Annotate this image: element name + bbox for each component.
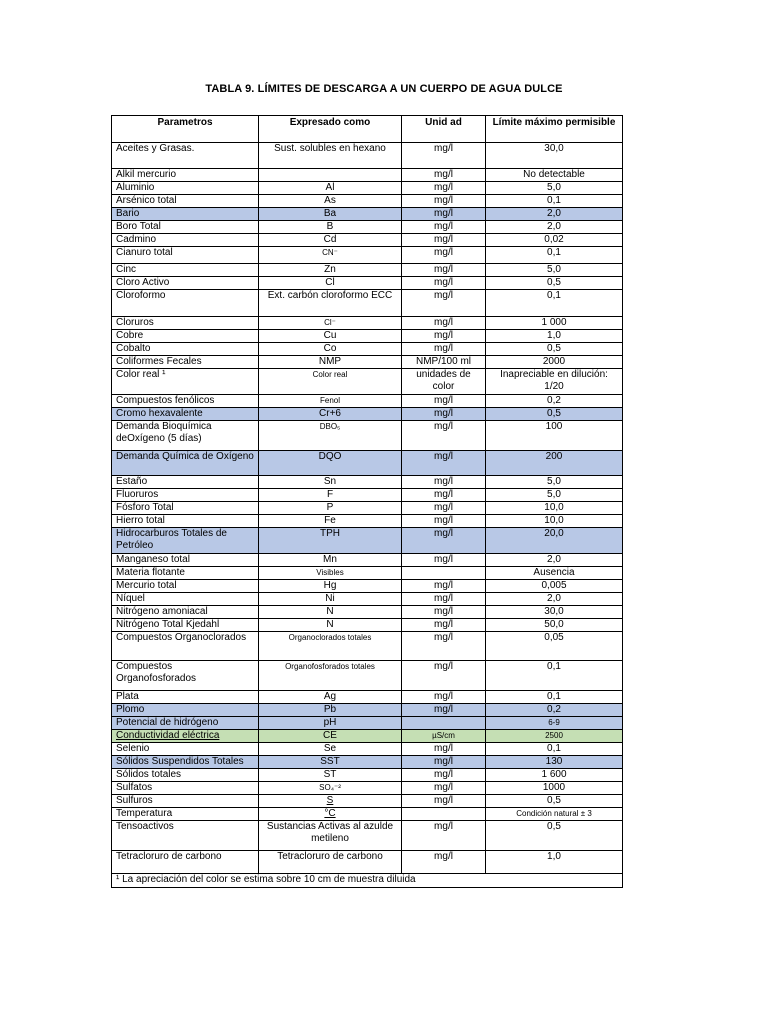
row-parametro: Color real ¹ [112, 369, 259, 395]
row-parametro: Boro Total [112, 221, 259, 234]
table-row [112, 221, 623, 234]
table-row [112, 264, 623, 277]
table-body [112, 143, 623, 874]
row-limite: 130 [486, 756, 623, 769]
discharge-limits-table [111, 115, 623, 888]
table-row [112, 208, 623, 221]
row-expresado: Hg [259, 580, 402, 593]
row-parametro: Conductividad eléctrica [112, 730, 259, 743]
row-parametro: Fluoruros [112, 489, 259, 502]
row-unidad: mg/l [402, 290, 486, 317]
table-row [112, 182, 623, 195]
row-expresado: P [259, 502, 402, 515]
row-expresado: N [259, 606, 402, 619]
row-parametro: Hierro total [112, 515, 259, 528]
table-row [112, 808, 623, 821]
row-limite: 2,0 [486, 221, 623, 234]
row-parametro: Sulfuros [112, 795, 259, 808]
row-parametro: Potencial de hidrógeno [112, 717, 259, 730]
row-limite: 1 000 [486, 317, 623, 330]
row-limite: 0,5 [486, 408, 623, 421]
row-unidad: mg/l [402, 528, 486, 554]
row-parametro: Plomo [112, 704, 259, 717]
row-limite: 0,1 [486, 247, 623, 264]
row-limite: 0,1 [486, 743, 623, 756]
row-limite: 5,0 [486, 489, 623, 502]
row-unidad: mg/l [402, 851, 486, 874]
table-row [112, 704, 623, 717]
row-expresado: Zn [259, 264, 402, 277]
table-row [112, 580, 623, 593]
table-row [112, 554, 623, 567]
row-unidad: mg/l [402, 330, 486, 343]
row-unidad: mg/l [402, 264, 486, 277]
row-expresado: Color real [259, 369, 402, 395]
table-row [112, 290, 623, 317]
row-parametro: Sólidos totales [112, 769, 259, 782]
row-unidad: mg/l [402, 580, 486, 593]
row-expresado: DBO₅ [259, 421, 402, 451]
row-limite: 0,2 [486, 704, 623, 717]
row-unidad: mg/l [402, 221, 486, 234]
row-limite: 2,0 [486, 593, 623, 606]
table-row [112, 356, 623, 369]
row-limite: 10,0 [486, 515, 623, 528]
row-parametro: Cloroformo [112, 290, 259, 317]
table-row [112, 593, 623, 606]
row-unidad: mg/l [402, 182, 486, 195]
row-limite: 5,0 [486, 264, 623, 277]
row-expresado: Fenol [259, 395, 402, 408]
row-unidad: mg/l [402, 247, 486, 264]
row-limite: 0,1 [486, 290, 623, 317]
row-unidad: mg/l [402, 619, 486, 632]
row-limite: 1,0 [486, 330, 623, 343]
row-parametro: Cloro Activo [112, 277, 259, 290]
row-expresado: Se [259, 743, 402, 756]
row-limite: 0,1 [486, 195, 623, 208]
row-limite: 0,005 [486, 580, 623, 593]
row-expresado: Sustancias Activas al azulde metileno [259, 821, 402, 851]
row-parametro: Nitrógeno amoniacal [112, 606, 259, 619]
row-expresado: S [259, 795, 402, 808]
row-expresado: Mn [259, 554, 402, 567]
table-row [112, 277, 623, 290]
row-parametro: Cromo hexavalente [112, 408, 259, 421]
row-limite: 30,0 [486, 606, 623, 619]
row-limite: 1 600 [486, 769, 623, 782]
table-row [112, 395, 623, 408]
table-row [112, 730, 623, 743]
row-parametro: Sulfatos [112, 782, 259, 795]
table-row [112, 195, 623, 208]
table-row [112, 343, 623, 356]
row-unidad: mg/l [402, 395, 486, 408]
table-row [112, 330, 623, 343]
row-unidad: mg/l [402, 593, 486, 606]
row-expresado: Tetracloruro de carbono [259, 851, 402, 874]
row-parametro: Tensoactivos [112, 821, 259, 851]
table-row [112, 756, 623, 769]
row-unidad: mg/l [402, 489, 486, 502]
table-row [112, 515, 623, 528]
row-limite: 200 [486, 451, 623, 476]
table-row [112, 619, 623, 632]
table-row [112, 632, 623, 661]
row-limite: Condición natural ± 3 [486, 808, 623, 821]
header-expresado-como: Expresado como [259, 116, 402, 143]
row-unidad [402, 808, 486, 821]
row-limite: 5,0 [486, 476, 623, 489]
row-limite: 1,0 [486, 851, 623, 874]
row-unidad: mg/l [402, 195, 486, 208]
table-row [112, 421, 623, 451]
row-parametro: Cadmino [112, 234, 259, 247]
row-unidad: mg/l [402, 632, 486, 661]
row-limite: 0,05 [486, 632, 623, 661]
row-parametro: Temperatura [112, 808, 259, 821]
table-row [112, 502, 623, 515]
row-parametro: Coliformes Fecales [112, 356, 259, 369]
row-unidad: mg/l [402, 451, 486, 476]
row-expresado: Sust. solubles en hexano [259, 143, 402, 169]
row-limite: Ausencia [486, 567, 623, 580]
row-unidad: mg/l [402, 769, 486, 782]
row-parametro: Aceites y Grasas. [112, 143, 259, 169]
table-row [112, 782, 623, 795]
row-unidad: mg/l [402, 756, 486, 769]
row-parametro: Plata [112, 691, 259, 704]
row-parametro: Bario [112, 208, 259, 221]
row-expresado: Ni [259, 593, 402, 606]
row-parametro: Demanda Química de Oxígeno [112, 451, 259, 476]
row-limite: 0,1 [486, 691, 623, 704]
table-row [112, 821, 623, 851]
row-expresado: Al [259, 182, 402, 195]
row-unidad: NMP/100 ml [402, 356, 486, 369]
row-unidad: mg/l [402, 343, 486, 356]
row-unidad [402, 717, 486, 730]
row-limite: 30,0 [486, 143, 623, 169]
row-unidad: mg/l [402, 143, 486, 169]
table-row [112, 476, 623, 489]
row-expresado: TPH [259, 528, 402, 554]
row-parametro: Cloruros [112, 317, 259, 330]
row-expresado: F [259, 489, 402, 502]
row-parametro: Níquel [112, 593, 259, 606]
row-limite: 0,02 [486, 234, 623, 247]
row-limite: 5,0 [486, 182, 623, 195]
row-unidad: mg/l [402, 743, 486, 756]
table-row [112, 408, 623, 421]
row-unidad [402, 567, 486, 580]
row-parametro: Selenio [112, 743, 259, 756]
row-parametro: Estaño [112, 476, 259, 489]
row-parametro: Fósforo Total [112, 502, 259, 515]
table-row [112, 143, 623, 169]
row-unidad: mg/l [402, 476, 486, 489]
row-expresado: Organoclorados totales [259, 632, 402, 661]
row-expresado: °C [259, 808, 402, 821]
row-unidad: mg/l [402, 661, 486, 691]
row-parametro: Demanda Bioquímica deOxígeno (5 días) [112, 421, 259, 451]
row-limite: 2000 [486, 356, 623, 369]
row-unidad: mg/l [402, 821, 486, 851]
row-limite: Inapreciable en dilución: 1/20 [486, 369, 623, 395]
row-expresado: Sn [259, 476, 402, 489]
row-unidad: mg/l [402, 502, 486, 515]
row-limite: 0,5 [486, 821, 623, 851]
row-parametro: Tetracloruro de carbono [112, 851, 259, 874]
row-expresado: SST [259, 756, 402, 769]
row-limite: 6-9 [486, 717, 623, 730]
table-row [112, 717, 623, 730]
table-row [112, 661, 623, 691]
row-expresado: Co [259, 343, 402, 356]
table-row [112, 769, 623, 782]
row-parametro: Compuestos Organofosforados [112, 661, 259, 691]
row-limite: 20,0 [486, 528, 623, 554]
row-limite: 0,2 [486, 395, 623, 408]
row-expresado: CN⁻ [259, 247, 402, 264]
row-expresado: pH [259, 717, 402, 730]
row-limite: 0,5 [486, 277, 623, 290]
table-row [112, 743, 623, 756]
table-row [112, 691, 623, 704]
row-limite: 1000 [486, 782, 623, 795]
row-unidad: mg/l [402, 169, 486, 182]
row-unidad: mg/l [402, 234, 486, 247]
table-row [112, 169, 623, 182]
row-limite: 0,5 [486, 795, 623, 808]
row-limite: 2,0 [486, 208, 623, 221]
row-parametro: Cinc [112, 264, 259, 277]
row-unidad: unidades de color [402, 369, 486, 395]
page-title: TABLA 9. LÍMITES DE DESCARGA A UN CUERPO DE AGUA DULCE [205, 83, 563, 95]
row-expresado: N [259, 619, 402, 632]
header-parametros: Parametros [112, 116, 259, 143]
row-expresado: Ext. carbón cloroformo ECC [259, 290, 402, 317]
row-expresado: B [259, 221, 402, 234]
table-row [112, 528, 623, 554]
row-expresado: NMP [259, 356, 402, 369]
table-row [112, 247, 623, 264]
row-parametro: Nitrógeno Total Kjedahl [112, 619, 259, 632]
row-limite: 50,0 [486, 619, 623, 632]
row-unidad: mg/l [402, 515, 486, 528]
row-unidad: mg/l [402, 421, 486, 451]
row-parametro: Mercurio total [112, 580, 259, 593]
row-expresado: As [259, 195, 402, 208]
row-limite: 0,1 [486, 661, 623, 691]
row-parametro: Arsénico total [112, 195, 259, 208]
row-expresado: Cr+6 [259, 408, 402, 421]
table-row [112, 606, 623, 619]
row-limite: 100 [486, 421, 623, 451]
row-limite: 10,0 [486, 502, 623, 515]
row-unidad: mg/l [402, 782, 486, 795]
row-unidad: mg/l [402, 208, 486, 221]
row-unidad: mg/l [402, 795, 486, 808]
row-expresado: CE [259, 730, 402, 743]
row-expresado: Organofosforados totales [259, 661, 402, 691]
row-unidad: µS/cm [402, 730, 486, 743]
table-row [112, 317, 623, 330]
table-row [112, 234, 623, 247]
row-expresado: Fe [259, 515, 402, 528]
row-parametro: Cobalto [112, 343, 259, 356]
row-parametro: Cobre [112, 330, 259, 343]
table-row [112, 851, 623, 874]
row-limite: 2500 [486, 730, 623, 743]
row-expresado: ST [259, 769, 402, 782]
row-parametro: Materia flotante [112, 567, 259, 580]
row-unidad: mg/l [402, 606, 486, 619]
row-expresado: Cl [259, 277, 402, 290]
row-unidad: mg/l [402, 704, 486, 717]
row-parametro: Alkil mercurio [112, 169, 259, 182]
row-expresado: Ag [259, 691, 402, 704]
row-expresado: Cu [259, 330, 402, 343]
row-unidad: mg/l [402, 317, 486, 330]
row-unidad: mg/l [402, 408, 486, 421]
row-parametro: Hidrocarburos Totales de Petróleo [112, 528, 259, 554]
row-parametro: Sólidos Suspendidos Totales [112, 756, 259, 769]
row-limite: No detectable [486, 169, 623, 182]
row-expresado: DQO [259, 451, 402, 476]
table-row [112, 567, 623, 580]
row-unidad: mg/l [402, 277, 486, 290]
table-row [112, 451, 623, 476]
header-limite: Límite máximo permisible [486, 116, 623, 143]
row-expresado: Cl⁻ [259, 317, 402, 330]
footnote: ¹ La apreciación del color se estima sobre 10 cm de muestra diluida [112, 874, 623, 888]
table-row [112, 489, 623, 502]
row-expresado [259, 169, 402, 182]
header-unidad: Unid ad [402, 116, 486, 143]
row-unidad: mg/l [402, 554, 486, 567]
row-expresado: Pb [259, 704, 402, 717]
row-expresado: Visibles [259, 567, 402, 580]
row-parametro: Cianuro total [112, 247, 259, 264]
row-parametro: Compuestos Organoclorados [112, 632, 259, 661]
row-unidad: mg/l [402, 691, 486, 704]
row-parametro: Manganeso total [112, 554, 259, 567]
row-expresado: SO₄⁻² [259, 782, 402, 795]
table-row [112, 795, 623, 808]
row-parametro: Aluminio [112, 182, 259, 195]
row-limite: 0,5 [486, 343, 623, 356]
row-parametro: Compuestos fenólicos [112, 395, 259, 408]
row-expresado: Ba [259, 208, 402, 221]
row-expresado: Cd [259, 234, 402, 247]
row-limite: 2,0 [486, 554, 623, 567]
table-row [112, 369, 623, 395]
